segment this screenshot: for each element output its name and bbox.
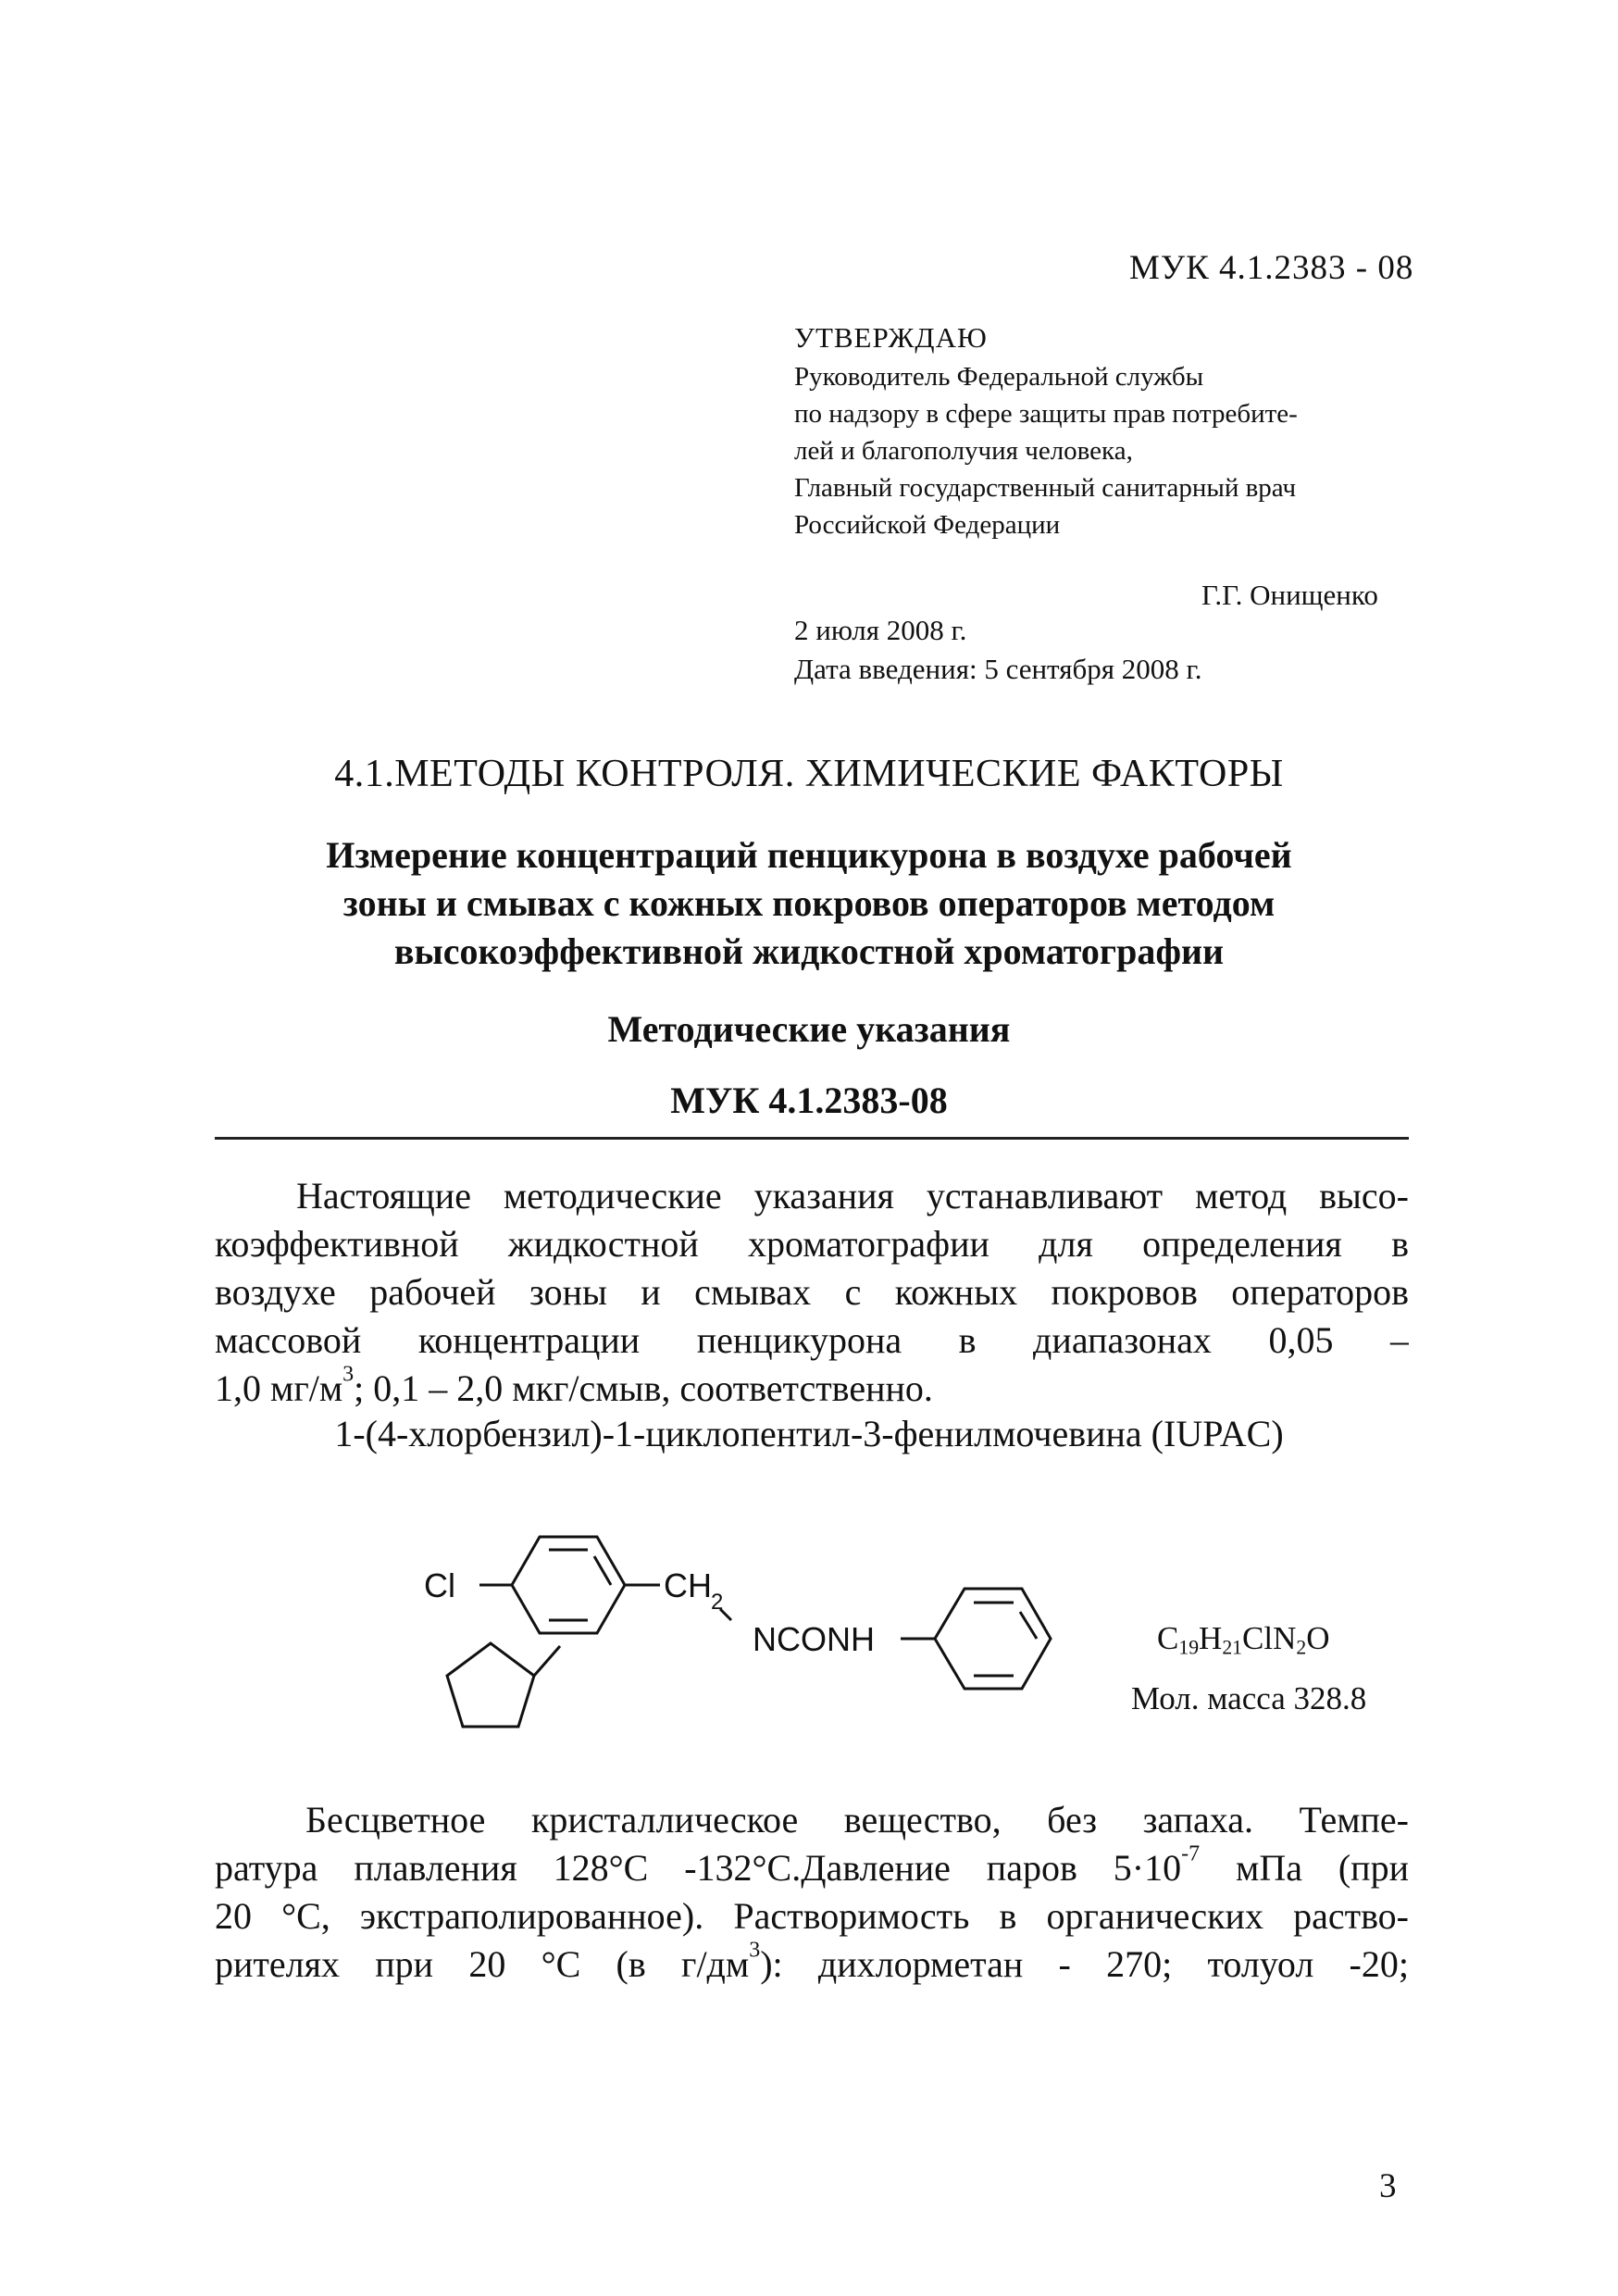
text-run: ): дихлорметан - 270; толуол -20; xyxy=(760,1943,1409,1985)
page-number: 3 xyxy=(1379,2167,1397,2205)
paragraph-line xyxy=(215,1844,1409,1892)
document-code-bold: МУК 4.1.2383-08 xyxy=(670,1079,948,1121)
paragraph-line: коэффективной жидкостной хроматографии для определения в xyxy=(215,1223,1409,1265)
text-run: ратура плавления 128°С -132°С.Давление паров 5·10 xyxy=(215,1847,1182,1889)
superscript: 3 xyxy=(342,1362,355,1387)
superscript: -7 xyxy=(1181,1844,1201,1866)
chlorine-label: Cl xyxy=(424,1566,455,1604)
superscript: 3 xyxy=(749,1940,761,1963)
cyclopentane-ring xyxy=(447,1643,534,1727)
approval-heading: УТВЕРЖДАЮ xyxy=(794,321,988,354)
text-run: рителях при 20 °С (в г/дм xyxy=(215,1943,750,1985)
structural-formula xyxy=(389,1528,1129,1768)
formula-part: ClN xyxy=(1242,1620,1297,1656)
document-code-header: МУК 4.1.2383 - 08 xyxy=(1129,249,1414,287)
effective-date: Дата введения: 5 сентября 2008 г. xyxy=(794,653,1202,685)
paragraph-line: Бесцветное кристаллическое вещество, без запаха. Темпе- xyxy=(305,1799,1409,1841)
benzene-ring xyxy=(512,1537,625,1633)
paragraph-properties xyxy=(215,1796,1409,1989)
ch2-subscript: 2 xyxy=(711,1590,724,1615)
ch2-label: CH xyxy=(664,1566,712,1604)
iupac-name: 1-(4-хлорбензил)-1-циклопентил-3-фенилмочевина (IUPAC) xyxy=(334,1413,1284,1454)
paragraph-line xyxy=(215,1362,1409,1413)
horizontal-rule xyxy=(215,1137,1409,1140)
approval-line: Руководитель Федеральной службы xyxy=(794,362,1204,392)
nconh-label: NCONH xyxy=(753,1620,875,1658)
section-title: 4.1.МЕТОДЫ КОНТРОЛЯ. ХИМИЧЕСКИЕ ФАКТОРЫ xyxy=(334,753,1284,795)
text-run: 1,0 мг/м xyxy=(215,1367,343,1409)
approval-block xyxy=(794,319,1442,543)
molecular-formula xyxy=(1157,1620,1330,1657)
title-line: высокоэффективной жидкостной хроматографии xyxy=(393,930,1225,972)
approval-line: Российской Федерации xyxy=(794,510,1061,540)
paragraph-line xyxy=(215,1940,1409,1989)
formula-part: C xyxy=(1157,1620,1179,1656)
formula-part: H xyxy=(1199,1620,1223,1656)
approval-line: лей и благополучия человека, xyxy=(794,436,1133,466)
molar-mass: Мол. масса 328.8 xyxy=(1131,1680,1367,1716)
formula-subscript: 19 xyxy=(1178,1636,1200,1659)
approval-line: по надзору в сфере защиты прав потребите- xyxy=(794,399,1298,429)
formula-subscript: 21 xyxy=(1222,1636,1243,1659)
text-run: ; 0,1 – 2,0 мкг/смыв, соответственно. xyxy=(354,1367,933,1409)
paragraph-scope xyxy=(215,1172,1409,1413)
paragraph-line: 20 °С, экстраполированное). Растворимость в органических раство- xyxy=(215,1895,1409,1937)
formula-part: O xyxy=(1306,1620,1330,1656)
approval-line: Главный государственный санитарный врач xyxy=(794,473,1297,503)
paragraph-line: Настоящие методические указания устанавливают метод высо- xyxy=(296,1175,1409,1217)
document-subtitle: Методические указания xyxy=(607,1008,1011,1050)
paragraph-line: массовой концентрации пенцикурона в диапазонах 0,05 – xyxy=(215,1319,1409,1361)
title-line: Измерение концентраций пенцикурона в воздухе рабочей xyxy=(326,834,1292,876)
signer-name: Г.Г. Онищенко xyxy=(1201,579,1378,611)
title-line: зоны и смывах с кожных покровов операторов методом xyxy=(342,882,1276,924)
approval-date: 2 июля 2008 г. xyxy=(794,614,967,646)
paragraph-line: воздухе рабочей зоны и смывах с кожных покровов операторов xyxy=(215,1271,1409,1313)
formula-subscript: 2 xyxy=(1296,1636,1307,1659)
document-title xyxy=(0,831,1618,976)
text-run: мПа (при xyxy=(1200,1847,1409,1889)
